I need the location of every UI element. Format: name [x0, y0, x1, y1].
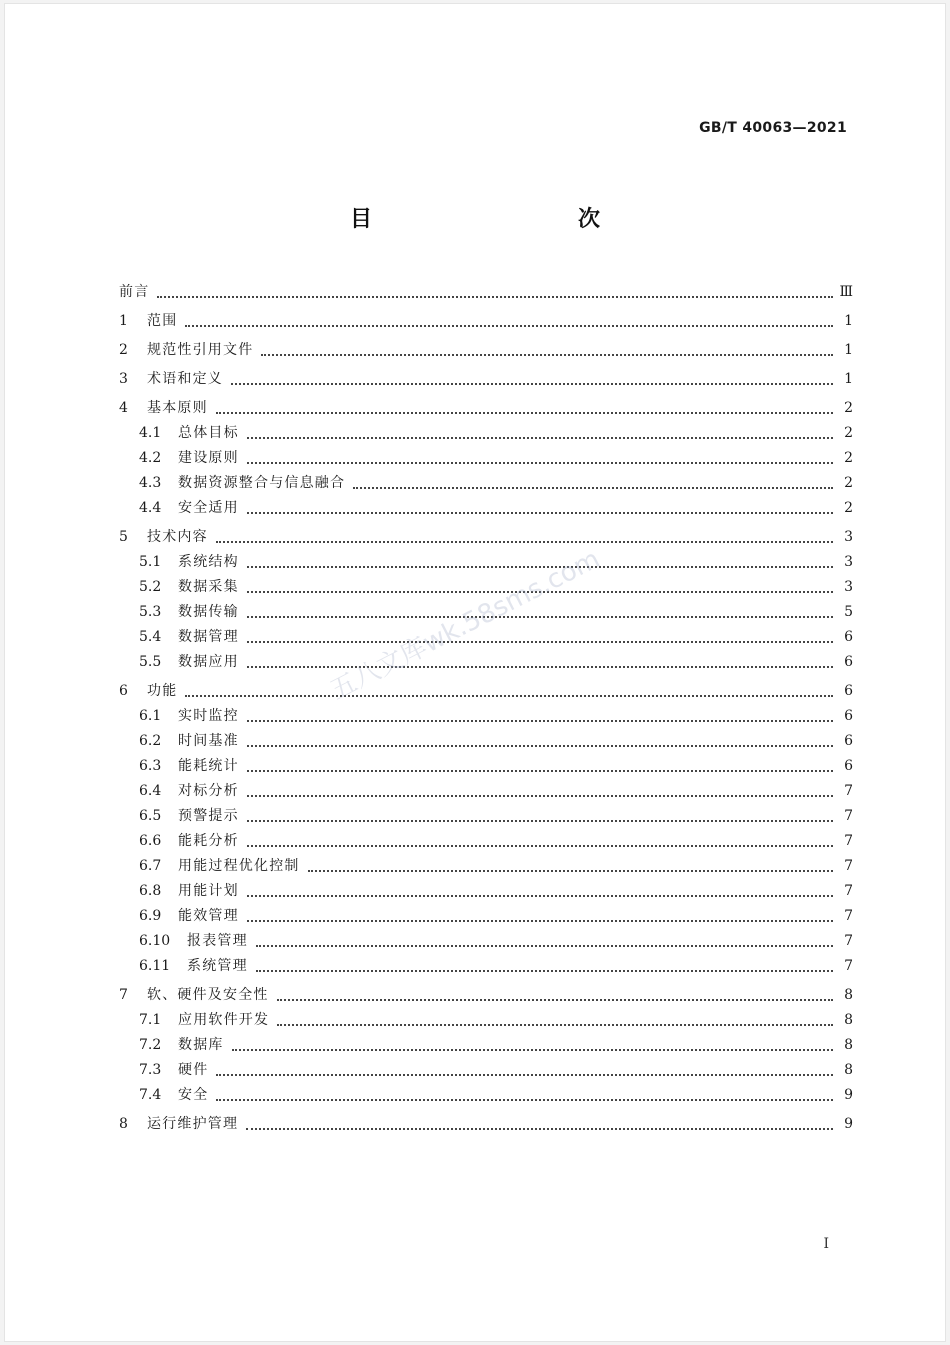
toc-entry-number: 6.11 — [139, 958, 171, 974]
toc-entry[interactable] — [119, 704, 853, 729]
toc-entry-number: 7.1 — [139, 1012, 162, 1028]
toc-dot-leader — [247, 462, 833, 464]
toc-entry-number: 6 — [119, 683, 128, 699]
table-of-contents — [119, 280, 853, 1137]
toc-entry-number: 5.3 — [139, 604, 162, 620]
toc-entry-label: 数据采集 — [178, 579, 239, 595]
toc-entry-number: 4.4 — [139, 500, 162, 516]
toc-entry-page: 7 — [844, 933, 853, 949]
toc-entry-page: 6 — [844, 708, 853, 724]
toc-entry-page: 8 — [844, 1037, 853, 1053]
toc-entry-number: 5.2 — [139, 579, 162, 595]
toc-entry-label: 数据库 — [178, 1037, 224, 1053]
toc-entry[interactable] — [119, 625, 853, 650]
toc-entry-label: 预警提示 — [178, 808, 239, 824]
toc-entry-number: 4.2 — [139, 450, 162, 466]
toc-title: 目 次 — [349, 207, 654, 232]
toc-entry-number: 4.1 — [139, 425, 162, 441]
toc-dot-leader — [247, 566, 833, 568]
toc-entry-page: 8 — [844, 987, 853, 1003]
toc-entry-label: 术语和定义 — [147, 371, 223, 387]
toc-dot-leader — [308, 870, 833, 872]
toc-dot-leader — [247, 591, 833, 593]
toc-entry[interactable] — [119, 954, 853, 979]
toc-entry[interactable] — [119, 1058, 853, 1083]
toc-entry-number: 6.6 — [139, 833, 162, 849]
toc-entry-number: 6.10 — [139, 933, 171, 949]
toc-entry[interactable] — [119, 367, 853, 392]
toc-entry-page: 2 — [844, 450, 853, 466]
toc-dot-leader — [185, 325, 833, 327]
toc-entry-number: 5.4 — [139, 629, 162, 645]
toc-entry[interactable] — [119, 1008, 853, 1033]
toc-entry-page: 6 — [844, 758, 853, 774]
toc-entry[interactable] — [119, 550, 853, 575]
watermark: 五八文库wk.58sms.com — [325, 544, 605, 707]
toc-dot-leader — [247, 616, 833, 618]
toc-entry[interactable] — [119, 754, 853, 779]
toc-dot-leader — [232, 1049, 833, 1051]
toc-entry[interactable] — [119, 471, 853, 496]
toc-entry-page: 2 — [844, 400, 853, 416]
toc-entry-label: 数据管理 — [178, 629, 239, 645]
toc-dot-leader — [231, 383, 833, 385]
toc-entry-label: 系统管理 — [187, 958, 248, 974]
toc-entry[interactable] — [119, 280, 853, 305]
toc-dot-leader — [256, 970, 833, 972]
toc-entry-label: 数据资源整合与信息融合 — [178, 475, 346, 491]
toc-entry-number: 8 — [119, 1116, 128, 1132]
toc-entry-number: 1 — [119, 313, 128, 329]
toc-dot-leader — [216, 1074, 833, 1076]
toc-entry-label: 用能计划 — [178, 883, 239, 899]
toc-entry-label: 范围 — [147, 313, 178, 329]
toc-entry-label: 建设原则 — [178, 450, 239, 466]
toc-dot-leader — [247, 720, 833, 722]
toc-entry-number: 6.4 — [139, 783, 162, 799]
toc-entry-page: 6 — [844, 654, 853, 670]
toc-entry-label: 基本原则 — [147, 400, 208, 416]
toc-entry-number: 3 — [119, 371, 128, 387]
toc-dot-leader — [261, 354, 833, 356]
toc-entry-page: 3 — [844, 579, 853, 595]
toc-entry[interactable] — [119, 729, 853, 754]
toc-dot-leader — [216, 1099, 833, 1101]
toc-entry-label: 运行维护管理 — [147, 1116, 239, 1132]
toc-dot-leader — [256, 945, 833, 947]
toc-entry-label: 系统结构 — [178, 554, 239, 570]
toc-entry-page: 1 — [844, 313, 853, 329]
toc-entry-number: 7.2 — [139, 1037, 162, 1053]
toc-dot-leader — [277, 999, 833, 1001]
toc-entry-label: 安全 — [178, 1087, 209, 1103]
toc-entry-page: 7 — [844, 833, 853, 849]
toc-entry-page: 3 — [844, 554, 853, 570]
toc-dot-leader — [247, 895, 833, 897]
toc-entry[interactable] — [119, 1112, 853, 1137]
toc-entry-label: 规范性引用文件 — [147, 342, 254, 358]
page-number: Ⅰ — [823, 1236, 829, 1252]
toc-entry-number: 6.2 — [139, 733, 162, 749]
toc-entry-number: 6.1 — [139, 708, 162, 724]
toc-entry[interactable] — [119, 804, 853, 829]
toc-dot-leader — [247, 745, 833, 747]
toc-dot-leader — [247, 641, 833, 643]
toc-entry[interactable] — [119, 929, 853, 954]
toc-entry-label: 报表管理 — [187, 933, 248, 949]
toc-entry-number: 4 — [119, 400, 128, 416]
toc-entry[interactable] — [119, 829, 853, 854]
toc-entry-number: 5.5 — [139, 654, 162, 670]
toc-entry[interactable] — [119, 525, 853, 550]
toc-entry[interactable] — [119, 396, 853, 421]
toc-dot-leader — [247, 845, 833, 847]
toc-entry-page: 6 — [844, 629, 853, 645]
toc-entry-page: 9 — [844, 1116, 853, 1132]
toc-entry[interactable] — [119, 650, 853, 675]
toc-entry-number: 5 — [119, 529, 128, 545]
toc-entry-label: 应用软件开发 — [178, 1012, 270, 1028]
toc-entry-label: 硬件 — [178, 1062, 209, 1078]
toc-entry-number: 7.4 — [139, 1087, 162, 1103]
toc-entry-number: 6.5 — [139, 808, 162, 824]
toc-entry-page: 9 — [844, 1087, 853, 1103]
toc-entry-page: 2 — [844, 500, 853, 516]
toc-entry[interactable] — [119, 421, 853, 446]
toc-entry[interactable] — [119, 496, 853, 521]
toc-entry[interactable] — [119, 575, 853, 600]
toc-entry-page: 7 — [844, 808, 853, 824]
toc-entry[interactable] — [119, 338, 853, 363]
toc-dot-leader — [277, 1024, 833, 1026]
toc-entry-page: 6 — [844, 683, 853, 699]
toc-entry-number: 5.1 — [139, 554, 162, 570]
toc-entry-page: 7 — [844, 858, 853, 874]
toc-entry-number: 4.3 — [139, 475, 162, 491]
toc-entry[interactable] — [119, 779, 853, 804]
toc-entry[interactable] — [119, 1083, 853, 1108]
toc-entry-page: 6 — [844, 733, 853, 749]
toc-entry[interactable] — [119, 679, 853, 704]
toc-entry-page: 7 — [844, 908, 853, 924]
toc-entry-label: 技术内容 — [147, 529, 208, 545]
toc-dot-leader — [247, 795, 833, 797]
toc-entry[interactable] — [119, 879, 853, 904]
toc-entry-label: 能耗分析 — [178, 833, 239, 849]
toc-entry-page: 8 — [844, 1062, 853, 1078]
toc-dot-leader — [216, 412, 833, 414]
toc-entry-label: 软、硬件及安全性 — [147, 987, 269, 1003]
toc-entry-page: 7 — [844, 883, 853, 899]
toc-entry-page: 3 — [844, 529, 853, 545]
toc-entry[interactable] — [119, 446, 853, 471]
toc-entry-number: 6.9 — [139, 908, 162, 924]
toc-entry-label: 时间基准 — [178, 733, 239, 749]
toc-dot-leader — [246, 1128, 833, 1130]
toc-entry[interactable] — [119, 600, 853, 625]
toc-dot-leader — [247, 770, 833, 772]
toc-dot-leader — [247, 820, 833, 822]
toc-entry-number: 6.8 — [139, 883, 162, 899]
toc-entry-page: 2 — [844, 425, 853, 441]
toc-entry-page: 1 — [844, 371, 853, 387]
toc-dot-leader — [185, 695, 833, 697]
toc-entry-page: Ⅲ — [839, 284, 853, 300]
toc-dot-leader — [247, 437, 833, 439]
standard-code: GB/T 40063—2021 — [699, 120, 847, 136]
toc-entry-number: 7 — [119, 987, 128, 1003]
toc-entry[interactable] — [119, 1033, 853, 1058]
toc-entry-number: 6.3 — [139, 758, 162, 774]
toc-entry[interactable] — [119, 854, 853, 879]
toc-entry-number: 6.7 — [139, 858, 162, 874]
toc-entry-page: 7 — [844, 958, 853, 974]
toc-entry-page: 5 — [844, 604, 853, 620]
toc-entry-label: 前言 — [119, 284, 150, 300]
toc-entry-label: 能效管理 — [178, 908, 239, 924]
toc-entry[interactable] — [119, 983, 853, 1008]
toc-dot-leader — [247, 512, 833, 514]
toc-entry-label: 功能 — [147, 683, 178, 699]
toc-dot-leader — [157, 296, 833, 298]
toc-entry-label: 总体目标 — [178, 425, 239, 441]
toc-entry-number: 7.3 — [139, 1062, 162, 1078]
toc-entry-page: 2 — [844, 475, 853, 491]
toc-entry-page: 8 — [844, 1012, 853, 1028]
toc-dot-leader — [353, 487, 833, 489]
toc-entry-label: 实时监控 — [178, 708, 239, 724]
toc-entry-page: 7 — [844, 783, 853, 799]
toc-dot-leader — [247, 666, 833, 668]
toc-entry-label: 数据传输 — [178, 604, 239, 620]
toc-entry-number: 2 — [119, 342, 128, 358]
toc-entry-label: 对标分析 — [178, 783, 239, 799]
toc-entry-label: 用能过程优化控制 — [178, 858, 300, 874]
toc-entry-label: 能耗统计 — [178, 758, 239, 774]
toc-entry-label: 安全适用 — [178, 500, 239, 516]
toc-dot-leader — [216, 541, 833, 543]
toc-entry[interactable] — [119, 309, 853, 334]
toc-entry[interactable] — [119, 904, 853, 929]
toc-entry-page: 1 — [844, 342, 853, 358]
toc-dot-leader — [247, 920, 833, 922]
document-page — [4, 3, 946, 1342]
toc-entry-label: 数据应用 — [178, 654, 239, 670]
